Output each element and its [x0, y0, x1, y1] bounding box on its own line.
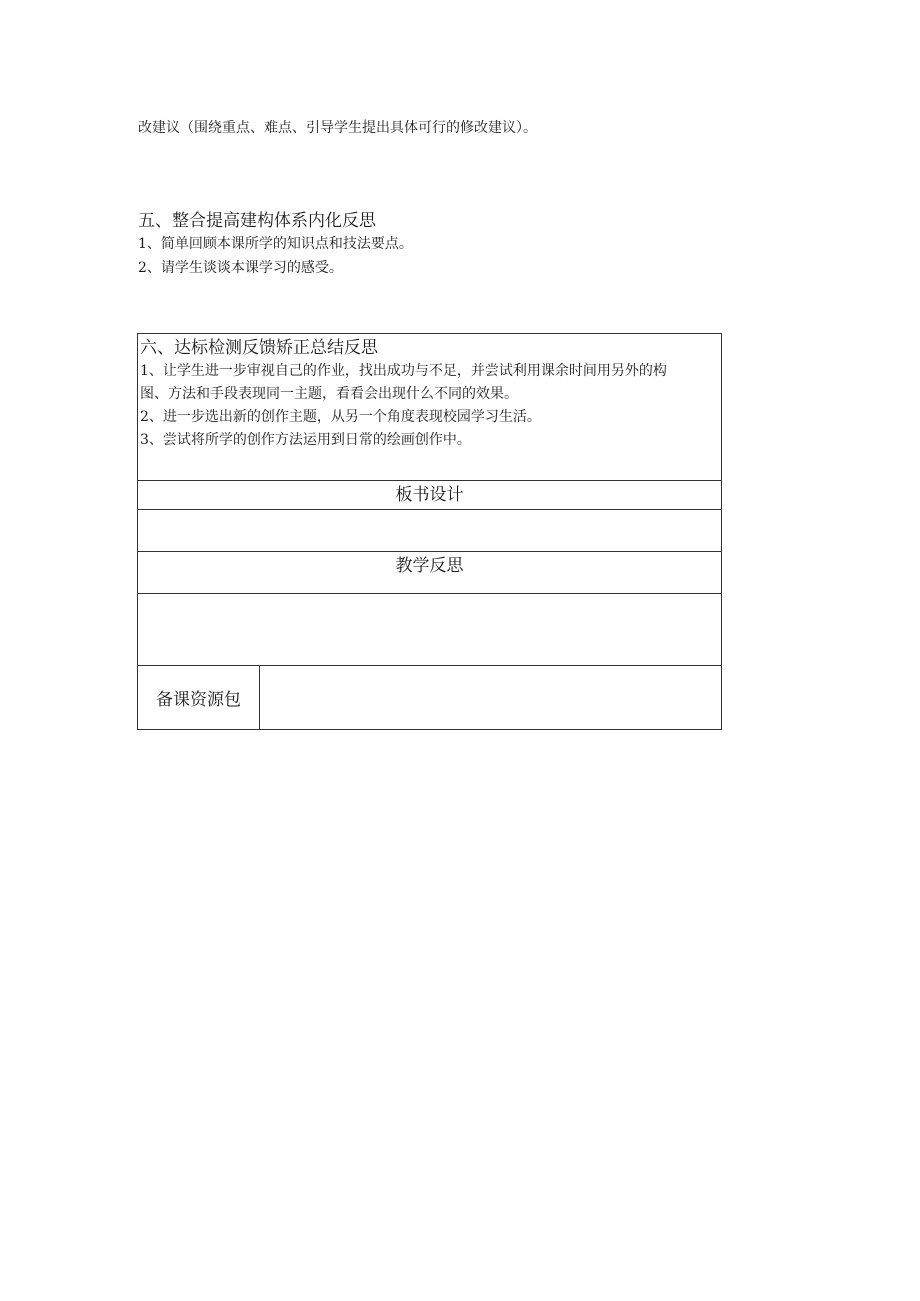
section6-line-1: 1、让学生进一步审视自己的作业，找出成功与不足，并尝试利用课余时间用另外的构	[140, 363, 667, 379]
section6-line-3: 2、进一步选出新的创作主题，从另一个角度表现校园学习生活。	[140, 409, 541, 425]
intro-line: 改建议（围绕重点、难点、引导学生提出具体可行的修改建议）。	[138, 120, 537, 136]
section6-heading: 六、达标检测反馈矫正总结反思	[140, 338, 378, 358]
section6-line-2: 图、方法和手段表现同一主题，看看会出现什么不同的效果。	[140, 386, 518, 402]
resource-pack-content	[260, 666, 722, 730]
board-design-content	[138, 510, 722, 552]
section5-item-1: 1、简单回顾本课所学的知识点和技法要点。	[138, 236, 413, 252]
section6-line-4: 3、尝试将所学的创作方法运用到日常的绘画创作中。	[140, 432, 471, 448]
teaching-reflection-content	[138, 594, 722, 666]
section6-cell	[138, 334, 722, 481]
section5-heading: 五、整合提高建构体系内化反思	[138, 211, 376, 231]
lesson-table	[137, 333, 722, 730]
board-design-title: 板书设计	[138, 481, 722, 510]
teaching-reflection-title: 教学反思	[138, 552, 722, 594]
resource-pack-label: 备课资源包	[138, 666, 260, 730]
section5-item-2: 2、请学生谈谈本课学习的感受。	[138, 260, 343, 276]
